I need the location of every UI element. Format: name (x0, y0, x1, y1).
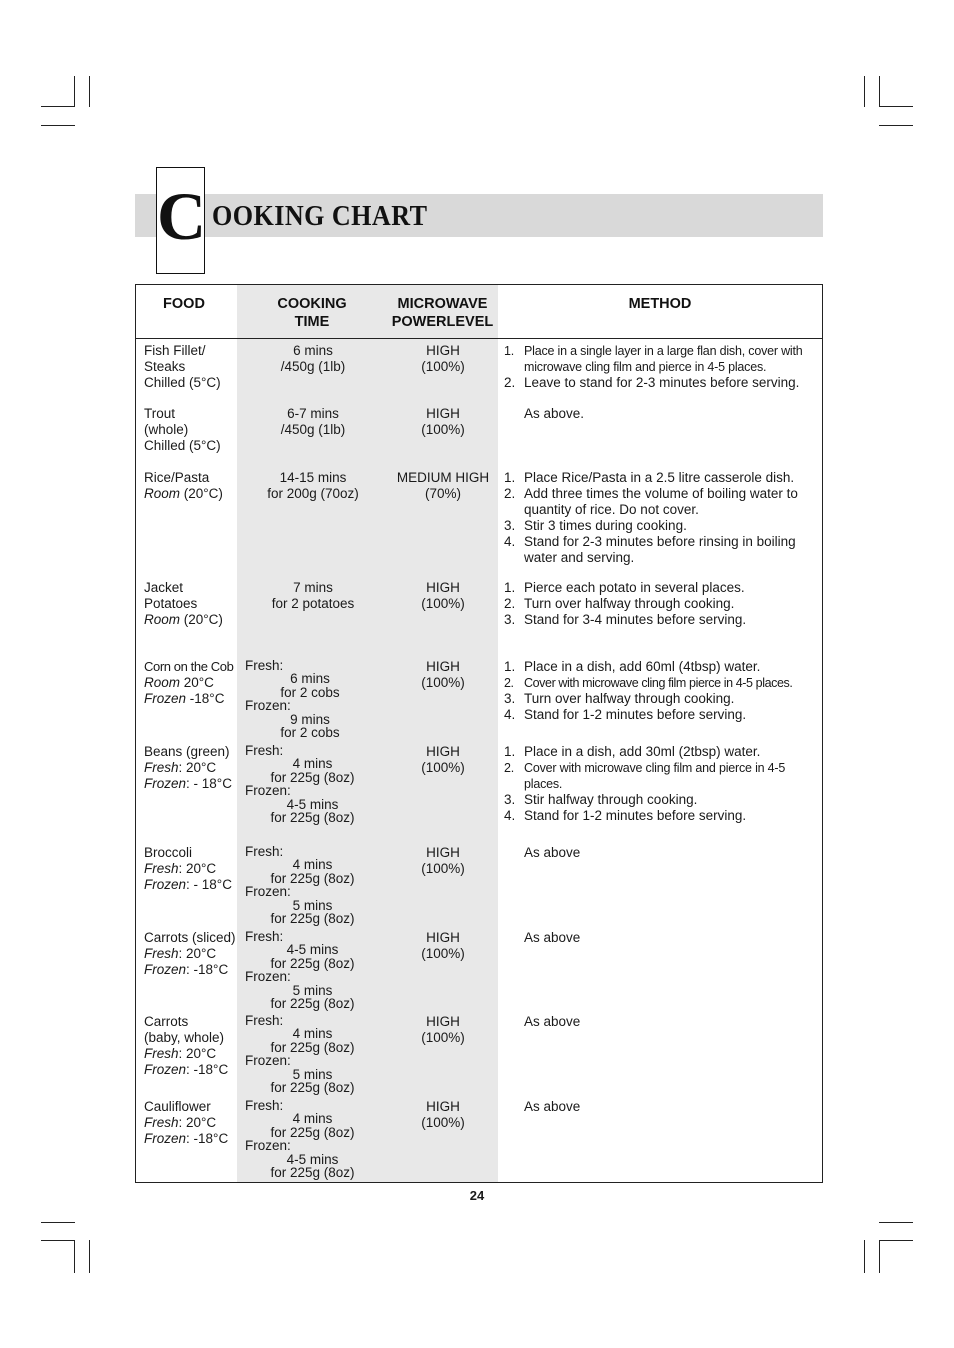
time-label: Fresh: (245, 1013, 284, 1028)
time-line: for 225g (8oz) (270, 870, 355, 886)
header-method-label: METHOD (628, 296, 692, 312)
time-line: 6 mins (290, 671, 330, 687)
time-line: 6 mins (293, 343, 333, 358)
food-line (144, 1115, 240, 1131)
food-state: Frozen (144, 962, 187, 977)
time-line: for 2 cobs (280, 684, 340, 700)
method-cell (504, 659, 816, 723)
power-percent: (100%) (421, 760, 465, 775)
power-cell (388, 1014, 498, 1046)
time-label: Fresh: (245, 929, 284, 944)
power-cell (388, 470, 498, 502)
power-level: HIGH (426, 930, 460, 945)
crop-mark (74, 76, 75, 107)
food-line: Fish Fillet/ (144, 343, 206, 358)
crop-mark (879, 1240, 913, 1241)
header-power-line1: MICROWAVE (397, 296, 488, 312)
power-cell (388, 343, 498, 375)
food-cell (144, 744, 240, 792)
method-step-text: Place in a dish, add 30ml (2tbsp) water. (524, 744, 761, 759)
title-initial: C (157, 178, 207, 254)
food-state: Frozen (144, 1062, 187, 1077)
crop-mark (864, 76, 865, 107)
time-line: 5 mins (292, 1066, 333, 1082)
method-step: 3. Turn over halfway through cooking. (504, 691, 735, 706)
time-label: Fresh: (245, 743, 284, 758)
method-cell (504, 845, 816, 861)
method-step: 2. Cover with microwave cling film and pierce in 4-5 places. (504, 761, 786, 791)
power-percent: (100%) (421, 422, 465, 437)
time-line: 4 mins (292, 857, 333, 873)
food-temp: 20°C (180, 675, 214, 690)
method-text: As above. (524, 406, 585, 421)
time-line: for 225g (8oz) (270, 769, 355, 785)
food-line: Corn on the Cob (144, 659, 234, 674)
method-cell (504, 580, 816, 628)
food-state: Fresh (144, 760, 179, 775)
food-line: (baby, whole) (144, 1030, 225, 1045)
food-temp: : -18°C (186, 962, 229, 977)
method-step: 4. Stand for 2-3 minutes before rinsing in boiling water and serving. (504, 534, 796, 565)
food-state: Fresh (144, 1046, 179, 1061)
food-cell (144, 343, 240, 391)
food-line: Potatoes (144, 596, 198, 611)
power-level: HIGH (426, 343, 460, 358)
power-percent: (100%) (421, 1115, 465, 1130)
time-line: 7 mins (293, 580, 333, 595)
food-line (144, 1131, 240, 1147)
food-temp: : 20°C (178, 760, 217, 775)
food-cell (144, 1014, 240, 1078)
method-step-text: Stand for 2-3 minutes before rinsing in boiling water and serving. (524, 534, 796, 565)
food-temp: : - 18°C (186, 776, 232, 791)
header-time-line2: TIME (294, 314, 330, 330)
method-text: As above (524, 930, 581, 945)
food-state: Frozen (144, 776, 187, 791)
power-level: HIGH (426, 406, 460, 421)
food-cell (144, 580, 240, 628)
method-cell (504, 1099, 816, 1115)
time-line: for 2 potatoes (271, 596, 355, 611)
time-line: for 225g (8oz) (270, 1165, 355, 1181)
time-cell (238, 406, 388, 438)
food-temp: : 20°C (178, 946, 217, 961)
header-time-line1: COOKING (277, 296, 347, 312)
food-line (144, 612, 240, 628)
title-initial-box (156, 167, 205, 274)
time-line: for 225g (8oz) (270, 996, 355, 1012)
time-line: 4-5 mins (286, 796, 339, 812)
food-temp: : 20°C (178, 1115, 217, 1130)
time-cell (245, 930, 380, 1010)
food-line (144, 946, 240, 962)
method-step-text: Turn over halfway through cooking. (524, 691, 735, 706)
food-cell (144, 470, 240, 502)
cooking-chart-table (135, 284, 823, 1183)
method-cell (504, 406, 816, 422)
food-temp: : 20°C (178, 1046, 217, 1061)
header-method (498, 295, 822, 313)
method-step: 1. Place in a dish, add 60ml (4tbsp) water. (504, 659, 761, 674)
method-step: 1. Place Rice/Pasta in a 2.5 litre casserole dish. (504, 470, 795, 485)
power-cell (388, 580, 498, 612)
method-step: 4. Stand for 1-2 minutes before serving. (504, 808, 747, 823)
food-line: Jacket (144, 580, 184, 595)
power-level: MEDIUM HIGH (396, 470, 490, 485)
method-step: 3. Stand for 3-4 minutes before serving. (504, 612, 747, 627)
time-line: 6-7 mins (287, 406, 339, 421)
time-line: 4 mins (292, 1026, 333, 1042)
power-cell (388, 744, 498, 776)
time-line: for 225g (8oz) (270, 911, 355, 927)
method-step: 2. Turn over halfway through cooking. (504, 596, 735, 611)
time-label: Frozen: (245, 698, 291, 714)
food-line: Carrots (sliced) (144, 930, 236, 945)
method-step-text: Add three times the volume of boiling water to quantity of rice. Do not cover. (524, 486, 798, 517)
header-time (237, 295, 387, 331)
time-line: 4-5 mins (286, 1151, 339, 1167)
food-line (144, 861, 240, 877)
food-line: (whole) (144, 422, 189, 437)
time-line: 5 mins (292, 897, 333, 913)
food-cell (144, 406, 240, 454)
food-temp: : - 18°C (186, 877, 232, 892)
food-state: Frozen (144, 1131, 187, 1146)
time-label: Fresh: (245, 1098, 284, 1113)
method-step-text: Stand for 1-2 minutes before serving. (524, 808, 747, 823)
header-power-line2: POWERLEVEL (391, 314, 494, 330)
time-cell (245, 1099, 380, 1179)
food-line: Beans (green) (144, 744, 230, 759)
time-line: /450g (1lb) (280, 359, 346, 374)
time-cell (245, 845, 380, 925)
food-state: Frozen (144, 877, 187, 892)
time-label: Frozen: (245, 783, 291, 799)
time-label: Frozen: (245, 1053, 291, 1069)
food-temp: : -18°C (186, 1131, 229, 1146)
time-line: for 225g (8oz) (270, 1080, 355, 1096)
food-temp: -18°C (186, 691, 225, 706)
header-divider (136, 338, 822, 339)
time-line: for 225g (8oz) (270, 1124, 355, 1140)
power-level: HIGH (426, 744, 460, 759)
food-state: Fresh (144, 1115, 179, 1130)
food-temp: (20°C) (180, 612, 223, 627)
food-cell (144, 930, 240, 978)
method-step-text: Place Rice/Pasta in a 2.5 litre casserole dish. (524, 470, 795, 485)
food-line: Trout (144, 406, 176, 421)
food-cell (144, 659, 244, 707)
food-line: Steaks (144, 359, 186, 374)
method-cell (504, 1014, 816, 1030)
crop-mark (41, 1240, 75, 1241)
power-percent: (70%) (424, 486, 461, 501)
power-level: HIGH (426, 1099, 460, 1114)
method-step-text: Place in a single layer in a large flan dish, cover with microwave cling film and pierce in 4-5 places. (524, 344, 803, 374)
food-line: Broccoli (144, 845, 193, 860)
power-percent: (100%) (421, 359, 465, 374)
power-level: HIGH (426, 1014, 460, 1029)
method-step: 2. Leave to stand for 2-3 minutes before serving. (504, 375, 800, 390)
time-label: Frozen: (245, 1138, 291, 1154)
crop-mark (74, 1240, 75, 1273)
time-line: for 2 cobs (280, 725, 340, 741)
method-step-text: Stand for 3-4 minutes before serving. (524, 612, 747, 627)
time-line: for 225g (8oz) (270, 810, 355, 826)
time-cell (245, 659, 375, 739)
power-percent: (100%) (421, 861, 465, 876)
method-step-text: Cover with microwave cling film pierce in 4-5 places. (524, 676, 793, 690)
food-cell (144, 845, 240, 893)
food-state: Room (144, 675, 181, 690)
method-step-text: Turn over halfway through cooking. (524, 596, 735, 611)
crop-mark (89, 1240, 90, 1273)
method-step-text: Stir 3 times during cooking. (524, 518, 687, 533)
method-cell (504, 470, 816, 566)
food-line (144, 1046, 240, 1062)
food-line (144, 1062, 240, 1078)
food-line (144, 691, 244, 707)
food-line (144, 962, 240, 978)
food-line (144, 486, 240, 502)
time-line: 4-5 mins (286, 942, 339, 958)
food-state: Fresh (144, 861, 179, 876)
power-cell (388, 845, 498, 877)
power-cell (388, 1099, 498, 1131)
food-line (144, 675, 244, 691)
food-line: Carrots (144, 1014, 189, 1029)
crop-mark (41, 106, 75, 107)
power-percent: (100%) (421, 1030, 465, 1045)
food-temp: : 20°C (178, 861, 217, 876)
crop-mark (879, 106, 913, 107)
header-food-label: FOOD (163, 296, 205, 312)
power-percent: (100%) (421, 596, 465, 611)
food-state: Room (144, 612, 181, 627)
power-cell (388, 406, 498, 438)
crop-mark (879, 1222, 913, 1223)
method-step: 4. Stand for 1-2 minutes before serving. (504, 707, 747, 722)
time-cell (238, 343, 388, 375)
time-label: Fresh: (245, 658, 284, 673)
method-step-text: Stand for 1-2 minutes before serving. (524, 707, 747, 722)
time-line: for 225g (8oz) (270, 955, 355, 971)
food-line: Rice/Pasta (144, 470, 210, 485)
crop-mark (879, 76, 880, 107)
food-line: Cauliflower (144, 1099, 211, 1114)
food-state: Fresh (144, 946, 179, 961)
time-line: /450g (1lb) (280, 422, 346, 437)
time-line: 5 mins (292, 982, 333, 998)
header-power (387, 295, 498, 331)
food-state: Frozen (144, 691, 187, 706)
food-temp: (20°C) (180, 486, 223, 501)
food-line (144, 776, 240, 792)
method-step-text: Place in a dish, add 60ml (4tbsp) water. (524, 659, 761, 674)
time-line: for 225g (8oz) (270, 1039, 355, 1055)
method-cell (504, 744, 816, 824)
method-step-text: Leave to stand for 2-3 minutes before serving. (524, 375, 800, 390)
method-cell (504, 930, 816, 946)
food-state: Room (144, 486, 181, 501)
power-cell (388, 659, 498, 691)
power-percent: (100%) (421, 675, 465, 690)
power-cell (388, 930, 498, 962)
page-number: 24 (469, 1188, 485, 1203)
page-title: OOKING CHART (212, 200, 428, 232)
method-text: As above (524, 1014, 581, 1029)
time-cell (238, 470, 388, 502)
method-cell (504, 343, 816, 391)
crop-mark (41, 1222, 75, 1223)
method-step: 3. Stir 3 times during cooking. (504, 518, 687, 533)
method-step: 2. Add three times the volume of boiling water to quantity of rice. Do not cover. (504, 486, 798, 517)
time-cell (245, 1014, 380, 1094)
crop-mark (41, 125, 75, 126)
food-temp: : -18°C (186, 1062, 229, 1077)
method-step: 1. Pierce each potato in several places. (504, 580, 745, 595)
crop-mark (879, 125, 913, 126)
method-step: 1. Place in a single layer in a large flan dish, cover with microwave cling film and pierce in 4-5 places. (504, 344, 803, 374)
time-label: Frozen: (245, 969, 291, 985)
method-step-text: Pierce each potato in several places. (524, 580, 745, 595)
time-line: for 200g (70oz) (267, 486, 359, 501)
power-level: HIGH (426, 580, 460, 595)
time-cell (238, 580, 388, 612)
food-line: Chilled (5°C) (144, 375, 221, 390)
method-step: 2. Cover with microwave cling film pierce in 4-5 places. (504, 676, 793, 690)
time-line: 14-15 mins (279, 470, 347, 485)
time-line: 4 mins (292, 756, 333, 772)
method-step: 1. Place in a dish, add 30ml (2tbsp) water. (504, 744, 761, 759)
power-percent: (100%) (421, 946, 465, 961)
food-line (144, 877, 240, 893)
time-line: 4 mins (292, 1111, 333, 1127)
method-step: 3. Stir halfway through cooking. (504, 792, 698, 807)
time-line: 9 mins (290, 711, 330, 727)
time-cell (245, 744, 380, 824)
power-level: HIGH (426, 659, 460, 674)
food-line: Chilled (5°C) (144, 438, 221, 453)
food-line (144, 760, 240, 776)
method-step-text: Stir halfway through cooking. (524, 792, 698, 807)
method-step-text: Cover with microwave cling film and pierce in 4-5 places. (524, 761, 786, 791)
crop-mark (879, 1240, 880, 1273)
power-level: HIGH (426, 845, 460, 860)
crop-mark (864, 1240, 865, 1273)
method-text: As above (524, 845, 581, 860)
time-label: Frozen: (245, 884, 291, 900)
crop-mark (89, 76, 90, 107)
method-text: As above (524, 1099, 581, 1114)
header-food (136, 295, 232, 313)
time-label: Fresh: (245, 844, 284, 859)
food-cell (144, 1099, 240, 1147)
